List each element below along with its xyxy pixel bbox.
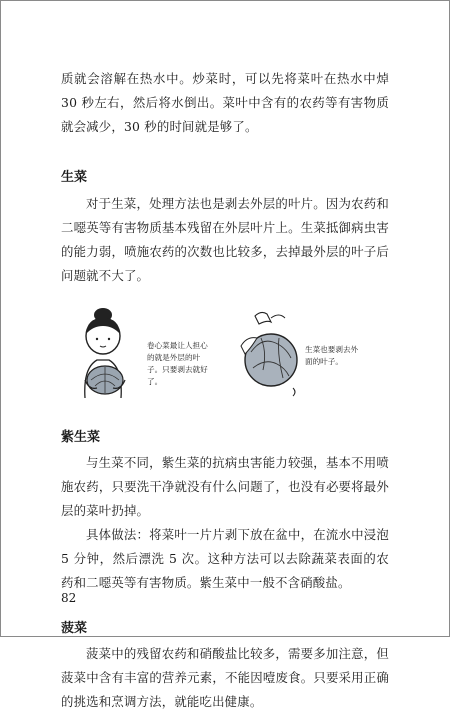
speech-bubble-cabbage: 卷心菜最让人担心的就是外层的叶子。只要剥去就好了。 [147, 341, 208, 386]
intro-paragraph: 质就会溶解在热水中。炒菜时，可以先将菜叶在热水中焯 30 秒左右，然后将水倒出。菜叶中含有的农药等有害物质就会减少，30 秒的时间就是够了。 [61, 71, 389, 134]
lettuce-paragraph: 对于生菜，处理方法也是剥去外层的叶片。因为农药和二噁英等有害物质基本残留在外层叶片上。生菜抵御病虫害的能力弱，喷施农药的次数也比较多，去掉最外层的叶子后问题就不大了。 [61, 196, 389, 283]
lettuce-illustration [237, 308, 307, 400]
section-title-purple-lettuce: 紫生菜 [61, 430, 101, 445]
speech-bubble-lettuce: 生菜也要剥去外面的叶子。 [305, 345, 359, 366]
page-number: 82 [61, 591, 77, 605]
section-title-spinach: 菠菜 [61, 621, 88, 636]
purple-lettuce-paragraph-1: 与生菜不同，紫生菜的抗病虫害能力较强，基本不用喷施农药，只要洗干净就没有什么问题了，也没有必要将最外层的菜叶扔掉。 [61, 455, 389, 518]
illustration [61, 302, 389, 428]
purple-lettuce-paragraph-2: 具体做法：将菜叶一片片剥下放在盆中，在流水中浸泡 5 分钟，然后漂洗 5 次。这种方法可以去除蔬菜表面的农药和二噁英等有害物质。紫生菜中一般不含硝酸盐。 [61, 527, 389, 590]
spinach-paragraph: 菠菜中的残留农药和硝酸盐比较多，需要多加注意，但菠菜中含有丰富的营养元素，不能因噎废食。只要采用正确的挑选和烹调方法，就能吃出健康。 [61, 646, 389, 709]
section-title-lettuce: 生菜 [61, 170, 88, 185]
girl-with-cabbage-illustration [75, 306, 147, 402]
page-content [61, 67, 389, 714]
